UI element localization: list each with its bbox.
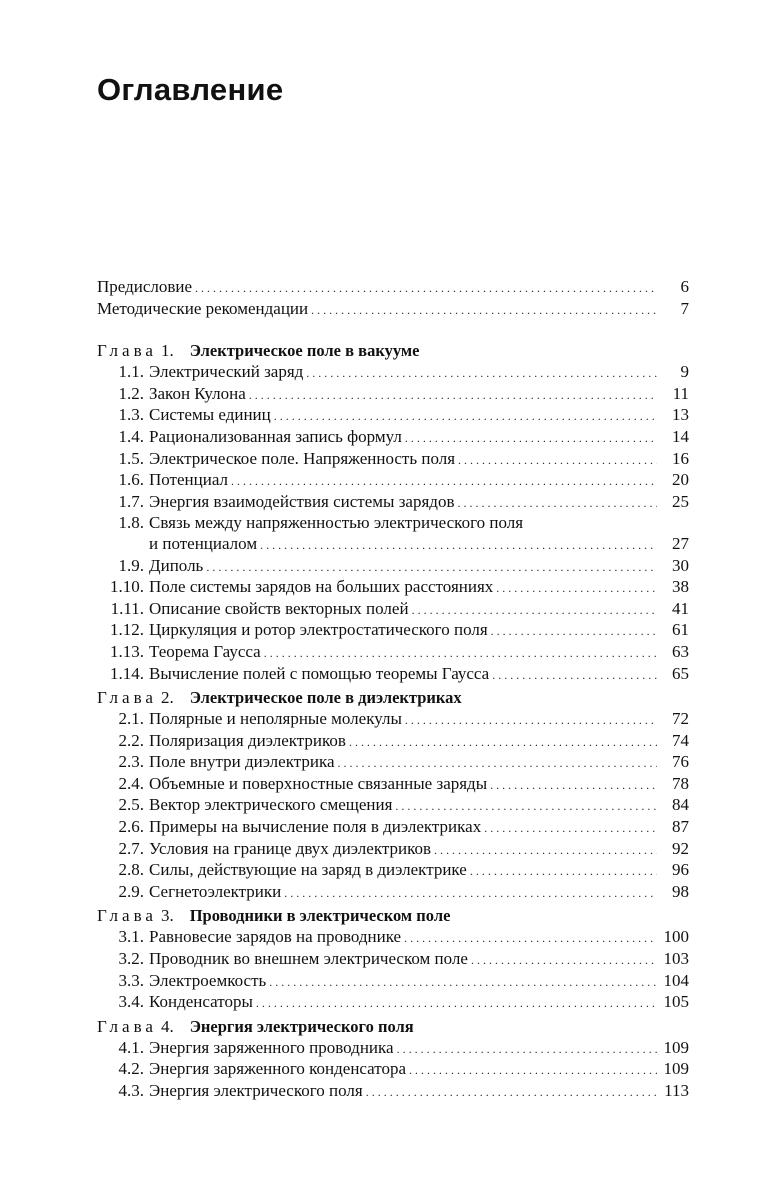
entry-page: 9	[680, 362, 689, 382]
entry-page: 74	[672, 730, 689, 750]
toc-entry[interactable]	[97, 731, 689, 753]
entry-page: 13	[672, 405, 689, 425]
entry-label: Закон Кулона	[149, 383, 246, 403]
leader-dots	[284, 882, 657, 904]
leader-dots	[256, 992, 657, 1014]
toc-entry[interactable]	[97, 1038, 689, 1060]
toc-entry[interactable]	[97, 427, 689, 449]
toc-entry[interactable]	[97, 949, 689, 971]
section-number: 2.4.	[118, 773, 144, 793]
section-number: 1.10.	[110, 577, 144, 597]
entry-label: Системы единиц	[149, 405, 271, 425]
section-number: 1.8.	[118, 513, 144, 533]
entry-label: Диполь	[149, 555, 204, 575]
section-number: 1.6.	[118, 470, 144, 490]
leader-dots	[470, 860, 657, 882]
leader-dots	[311, 299, 657, 321]
entry-page: 16	[672, 448, 689, 468]
section-number: 3.1.	[118, 927, 144, 947]
section-number: 2.3.	[118, 752, 144, 772]
chapter-number: 3.	[160, 906, 174, 926]
entry-label: Рационализованная запись формул	[149, 426, 402, 446]
leader-dots	[260, 534, 657, 556]
chapter-title: Электрическое поле в диэлектриках	[189, 688, 462, 708]
section-number: 1.11.	[110, 598, 144, 618]
entry-page: 38	[672, 577, 689, 597]
entry-page: 109	[663, 1037, 689, 1057]
entry-label: Энергия взаимодействия системы зарядов	[149, 491, 455, 511]
section-number: 3.2.	[118, 949, 144, 969]
entry-label: Силы, действующие на заряд в диэлектрике	[149, 860, 467, 880]
section-number: 1.7.	[118, 491, 144, 511]
entry-page: 76	[672, 752, 689, 772]
entry-label: Конденсаторы	[149, 992, 253, 1012]
toc-entry[interactable]	[97, 599, 689, 621]
toc-entry[interactable]	[97, 1081, 689, 1103]
toc-entry[interactable]	[97, 795, 689, 817]
toc-entry-preface[interactable]	[97, 277, 689, 299]
section-number: 4.2.	[118, 1059, 144, 1079]
section-number: 3.3.	[118, 970, 144, 990]
entry-page: 11	[672, 383, 689, 403]
entry-label: Предисловие	[97, 277, 193, 296]
section-number: 1.2.	[118, 383, 144, 403]
toc-entry[interactable]	[97, 774, 689, 796]
toc-entry[interactable]	[97, 620, 689, 642]
section-number: 2.8.	[118, 860, 144, 880]
entry-page: 30	[672, 555, 689, 575]
toc-entry[interactable]	[97, 449, 689, 471]
entry-label-continued: и потенциалом	[149, 533, 258, 553]
section-number: 2.9.	[118, 881, 144, 901]
chapter-title: Электрическое поле в вакууме	[189, 341, 420, 361]
toc-entry[interactable]	[97, 642, 689, 664]
entry-label: Циркуляция и ротор электростатического поля	[149, 620, 488, 640]
section-number: 1.12.	[110, 620, 144, 640]
chapter-title: Энергия электрического поля	[189, 1016, 414, 1036]
chapter-word: Глава	[97, 688, 157, 708]
section-number: 2.5.	[118, 795, 144, 815]
section-number: 1.4.	[118, 426, 144, 446]
entry-page: 105	[663, 992, 689, 1012]
leader-dots	[471, 949, 657, 971]
leader-dots	[490, 774, 657, 796]
entry-page: 98	[672, 881, 689, 901]
leader-dots	[405, 709, 657, 731]
toc-entry[interactable]	[97, 709, 689, 731]
entry-page: 6	[680, 277, 689, 296]
leader-dots	[404, 927, 657, 949]
chapter-number: 1.	[160, 341, 174, 361]
chapter-heading[interactable]	[97, 687, 689, 709]
entry-page: 72	[672, 709, 689, 729]
entry-label: Электроемкость	[149, 970, 267, 990]
chapter-number: 2.	[160, 688, 174, 708]
toc-entry[interactable]	[97, 971, 689, 993]
leader-dots	[492, 664, 657, 686]
section-number: 1.9.	[118, 555, 144, 575]
entry-page: 78	[672, 773, 689, 793]
entry-label: Связь между напряженностью электрического поля	[149, 513, 524, 533]
entry-label: Вектор электрического смещения	[149, 795, 393, 815]
leader-dots	[397, 1038, 657, 1060]
toc-entry[interactable]	[97, 556, 689, 578]
entry-page: 96	[672, 860, 689, 880]
entry-label: Условия на границе двух диэлектриков	[149, 838, 432, 858]
leader-dots	[412, 599, 657, 621]
toc-entry[interactable]	[97, 992, 689, 1014]
entry-label: Равновесие зарядов на проводнике	[149, 927, 402, 947]
section-number: 1.5.	[118, 448, 144, 468]
leader-dots	[249, 384, 657, 406]
entry-page: 7	[680, 298, 689, 318]
leader-dots	[484, 817, 657, 839]
toc-entry[interactable]	[97, 577, 689, 599]
toc-entry[interactable]	[97, 860, 689, 882]
chapter-word: Глава	[97, 906, 157, 926]
chapter-word: Глава	[97, 1016, 157, 1036]
section-number: 4.1.	[118, 1037, 144, 1057]
entry-page: 41	[672, 598, 689, 618]
leader-dots	[366, 1081, 657, 1103]
toc-entry[interactable]	[97, 664, 689, 686]
entry-page: 87	[672, 817, 689, 837]
entry-page: 103	[663, 949, 689, 969]
entry-label: Теорема Гаусса	[149, 641, 261, 661]
entry-label: Объемные и поверхностные связанные заряды	[149, 773, 488, 793]
leader-dots	[457, 492, 657, 514]
entry-label: Энергия электрического поля	[149, 1081, 363, 1100]
leader-dots	[195, 277, 657, 299]
toc-entry[interactable]	[97, 927, 689, 949]
toc-entry[interactable]	[97, 492, 689, 514]
chapter-list	[97, 340, 689, 1102]
entry-label: Потенциал	[149, 470, 228, 490]
toc-entry[interactable]	[97, 470, 689, 492]
section-number: 1.3.	[118, 405, 144, 425]
section-number: 2.6.	[118, 817, 144, 837]
entry-label: Проводник во внешнем электрическом поле	[149, 949, 468, 969]
section-number: 4.3.	[118, 1081, 144, 1100]
toc-entry[interactable]	[97, 817, 689, 839]
entry-page: 63	[672, 641, 689, 661]
entry-label: Вычисление полей с помощью теоремы Гаусса	[149, 663, 490, 683]
toc-entry-recommendations[interactable]	[97, 299, 689, 321]
toc-entry[interactable]	[97, 752, 689, 774]
toc-entry[interactable]	[97, 513, 689, 534]
entry-page: 104	[663, 970, 689, 990]
leader-dots	[269, 971, 657, 993]
entry-page: 20	[672, 470, 689, 490]
entry-page: 25	[672, 491, 689, 511]
chapter-heading[interactable]	[97, 905, 689, 927]
entry-label: Сегнетоэлектрики	[149, 881, 282, 901]
entry-page: 109	[663, 1059, 689, 1079]
chapter-number: 4.	[160, 1016, 174, 1036]
entry-page: 14	[672, 426, 689, 446]
toc-entry[interactable]	[97, 882, 689, 904]
entry-page: 113	[664, 1081, 689, 1100]
section-number: 1.13.	[110, 641, 144, 661]
entry-page: 61	[672, 620, 689, 640]
chapter-heading[interactable]	[97, 340, 689, 362]
entry-label: Методические рекомендации	[97, 298, 309, 318]
entry-label: Поле системы зарядов на больших расстояниях	[149, 577, 494, 597]
leader-dots	[405, 427, 657, 449]
toc-entry-continuation[interactable]	[97, 534, 689, 556]
leader-dots	[496, 577, 657, 599]
toc-entry[interactable]	[97, 405, 689, 427]
entry-label: Энергия заряженного конденсатора	[149, 1059, 407, 1079]
page-title: Оглавление	[97, 72, 284, 107]
entry-label: Описание свойств векторных полей	[149, 598, 409, 618]
entry-label: Поляризация диэлектриков	[149, 730, 346, 750]
section-number: 1.14.	[110, 663, 144, 683]
section-number: 2.2.	[118, 730, 144, 750]
leader-dots	[338, 752, 657, 774]
toc-entry[interactable]	[97, 1059, 689, 1081]
entry-label: Примеры на вычисление поля в диэлектриках	[149, 817, 482, 837]
leader-dots	[349, 731, 657, 753]
entry-label: Электрический заряд	[149, 362, 304, 382]
entry-page: 100	[663, 927, 689, 947]
section-number: 1.1.	[118, 362, 144, 382]
leader-dots	[274, 405, 657, 427]
leader-dots	[306, 362, 657, 384]
leader-dots	[409, 1059, 657, 1081]
chapter-heading[interactable]	[97, 1016, 689, 1038]
entry-label: Электрическое поле. Напряженность поля	[149, 448, 456, 468]
entry-label: Поле внутри диэлектрика	[149, 752, 335, 772]
toc-entry[interactable]	[97, 384, 689, 406]
leader-dots	[206, 556, 657, 578]
leader-dots	[264, 642, 657, 664]
chapter-word: Глава	[97, 341, 157, 361]
leader-dots	[458, 449, 657, 471]
leader-dots	[491, 620, 657, 642]
section-number: 2.7.	[118, 838, 144, 858]
section-number: 3.4.	[118, 992, 144, 1012]
entry-label: Энергия заряженного проводника	[149, 1037, 394, 1057]
table-of-contents	[97, 277, 689, 1103]
entry-page: 92	[672, 838, 689, 858]
toc-entry[interactable]	[97, 362, 689, 384]
leader-dots	[231, 470, 657, 492]
leader-dots	[434, 839, 657, 861]
entry-label: Полярные и неполярные молекулы	[149, 709, 402, 729]
entry-page: 65	[672, 663, 689, 683]
entry-page: 27	[672, 533, 689, 553]
toc-entry[interactable]	[97, 839, 689, 861]
entry-page: 84	[672, 795, 689, 815]
section-number: 2.1.	[118, 709, 144, 729]
leader-dots	[395, 795, 657, 817]
chapter-title: Проводники в электрическом поле	[189, 906, 451, 926]
